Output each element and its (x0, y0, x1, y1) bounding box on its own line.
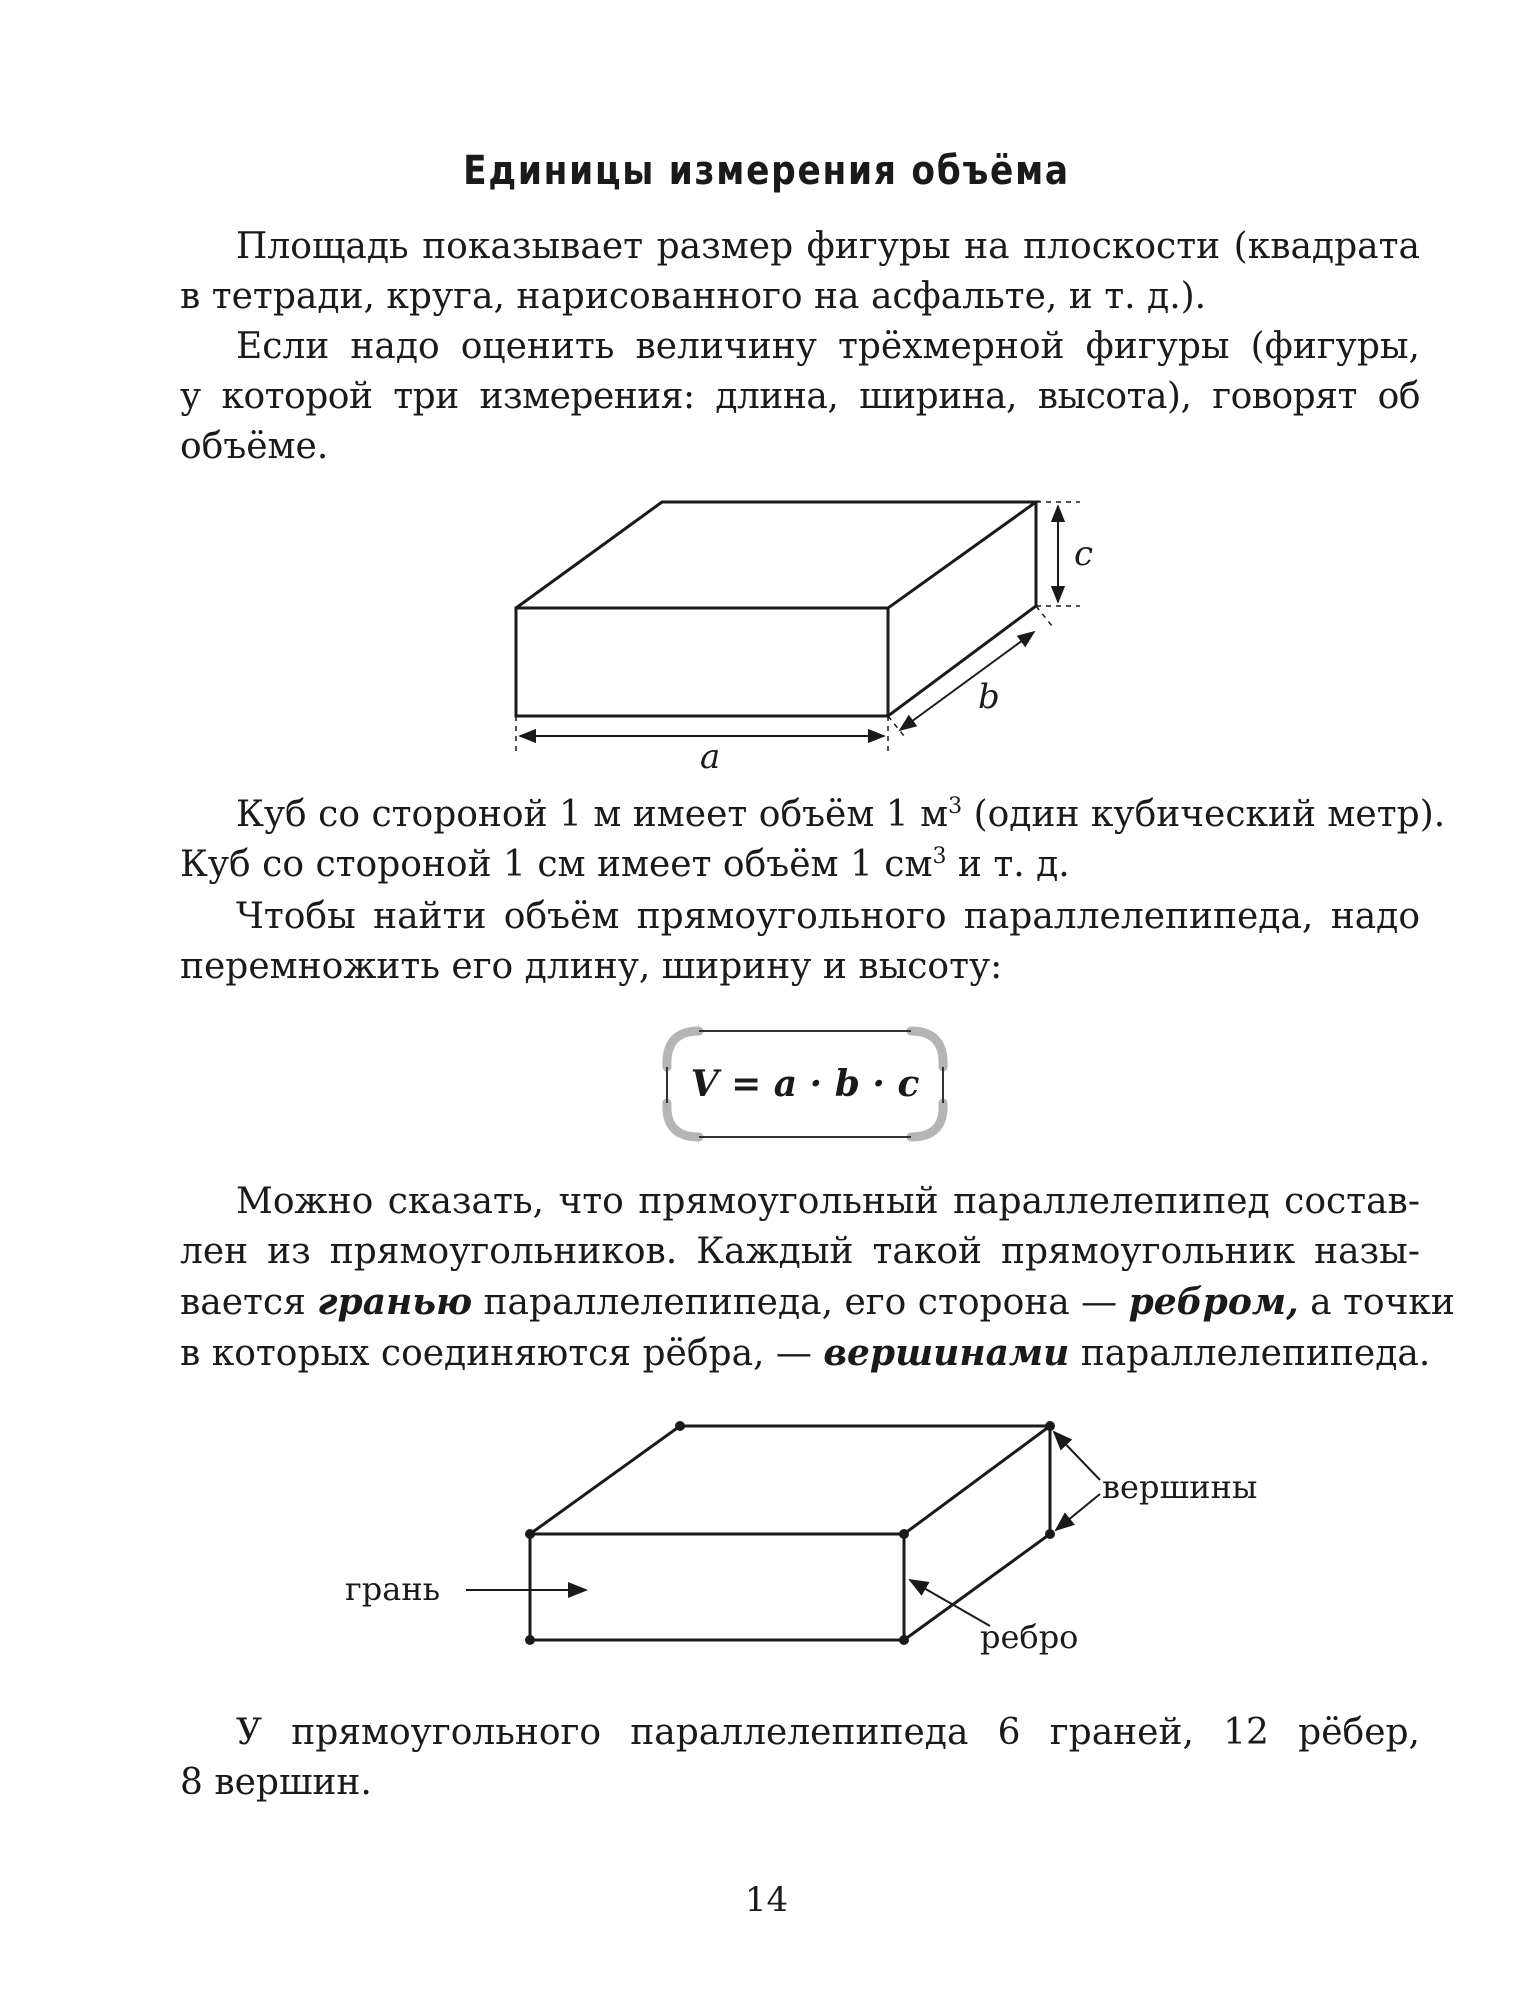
label-b: b (978, 677, 1000, 717)
formula-box (659, 1023, 951, 1145)
box-shape (530, 1426, 1050, 1640)
text-span: Куб со стороной 1 м имеет объём 1 м (236, 794, 949, 835)
term-edge: ребром, (1128, 1281, 1299, 1323)
text-span: (один кубический метр). (962, 794, 1446, 835)
text-line: Можно сказать, что прямоугольный параллелепипед состав- (236, 1181, 1420, 1222)
page-number: 14 (744, 1880, 789, 1920)
vertex-arrow-top (1054, 1432, 1100, 1480)
text-line: перемножить его длину, ширину и высоту: (180, 946, 1003, 987)
text-span: параллелепипеда, его сторона — (472, 1282, 1129, 1323)
term-vertices: вершинами (823, 1332, 1070, 1374)
label-c: c (1074, 534, 1094, 574)
text-span: и т. д. (946, 844, 1070, 885)
label-a: a (700, 737, 721, 777)
text-span: вается (180, 1282, 318, 1323)
text-line (180, 790, 1446, 840)
paragraph-counts (180, 1708, 1420, 1808)
box-shape (516, 502, 1036, 716)
label-face: грань (345, 1570, 441, 1608)
width-arrow (900, 632, 1034, 730)
box-dimensions-diagram (480, 490, 1120, 790)
text-line: лен из прямоугольников. Каждый такой прямоугольник назы- (180, 1231, 1420, 1272)
text-line: Если надо оценить величину трёхмерной фигуры (фигуры, (236, 326, 1420, 367)
superscript: 3 (932, 844, 947, 869)
vertex-arrow-bottom (1056, 1494, 1100, 1530)
superscript: 3 (948, 794, 963, 819)
paragraph-faces-edges (180, 1177, 1455, 1379)
text-line: У прямоугольного параллелепипеда 6 граней, 12 рёбер, (236, 1712, 1420, 1753)
page-title: Единицы измерения объёма (463, 148, 1070, 194)
text-line: в тетради, круга, нарисованного на асфальте, и т. д.). (180, 276, 1207, 317)
text-line (180, 840, 1420, 890)
text-line (180, 1328, 1431, 1379)
text-line: объёме. (180, 426, 329, 467)
text-line: 8 вершин. (180, 1762, 372, 1803)
text-line: Чтобы найти объём прямоугольного параллелепипеда, надо (236, 896, 1420, 937)
text-span: Куб со стороной 1 см имеет объём 1 см (180, 844, 933, 885)
label-vertices: вершины (1102, 1468, 1258, 1506)
text-span: в которых соединяются рёбра, — (180, 1333, 824, 1374)
paragraph-cube-units (180, 790, 1446, 890)
paragraph-volume-intro (180, 322, 1420, 472)
term-face: гранью (317, 1281, 473, 1323)
paragraph-area-definition (180, 222, 1420, 322)
text-line: у которой три измерения: длина, ширина, высота), говорят об (180, 376, 1420, 417)
text-span: а точки (1298, 1282, 1455, 1323)
paragraph-volume-rule (180, 892, 1420, 992)
volume-formula: V = a · b · c (690, 1063, 920, 1105)
label-edge: ребро (980, 1618, 1079, 1656)
box-parts-diagram (330, 1410, 1290, 1670)
text-span: параллелепипеда. (1069, 1333, 1431, 1374)
text-line: Площадь показывает размер фигуры на плоскости (квадрата (236, 226, 1420, 267)
text-line (180, 1277, 1455, 1328)
